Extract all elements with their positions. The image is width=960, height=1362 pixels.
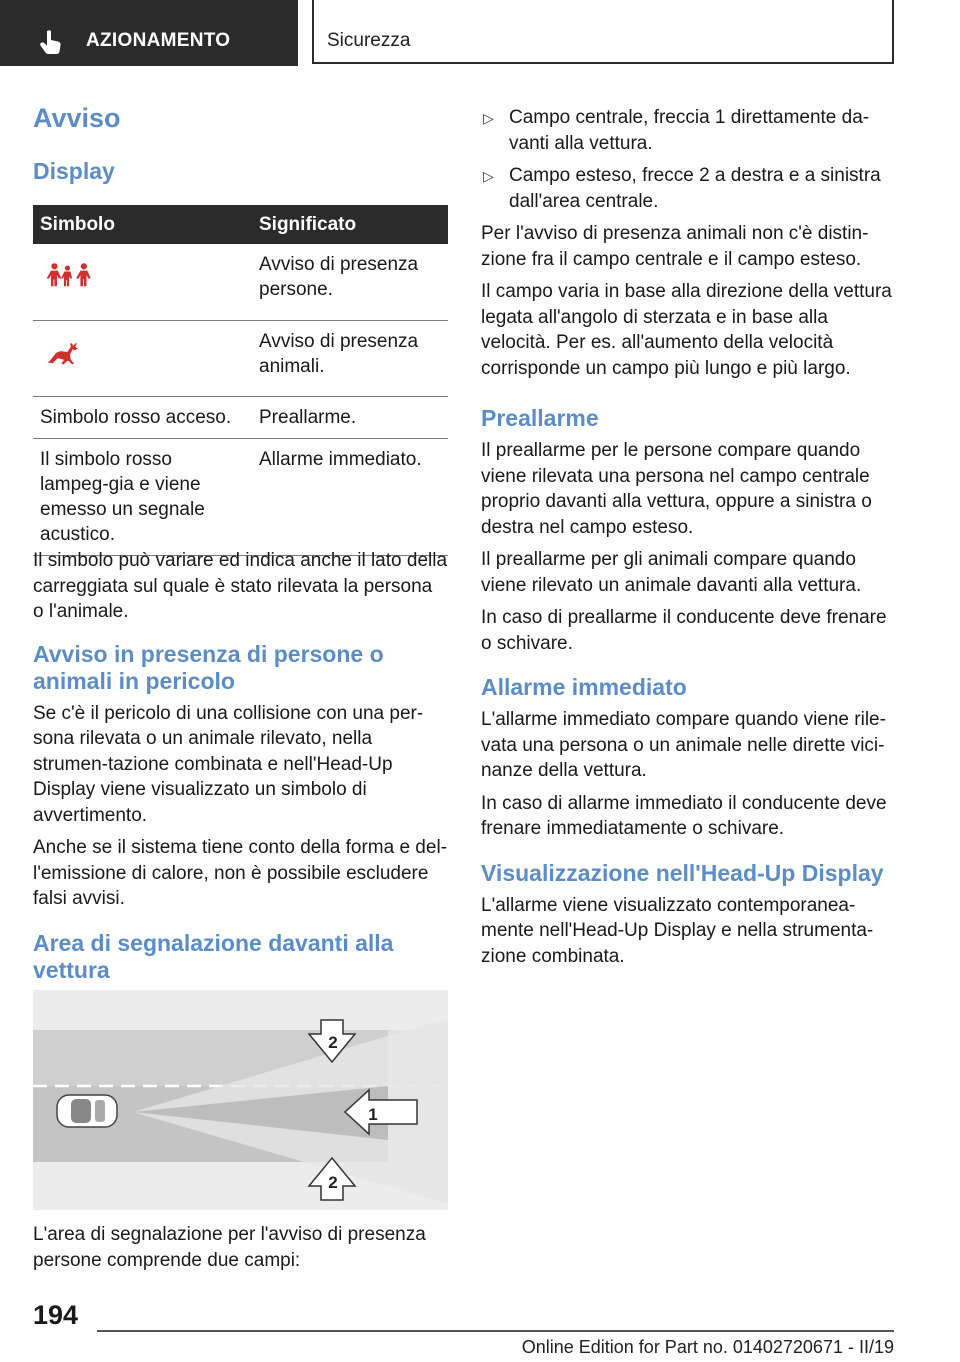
subsection-title: Display (33, 158, 115, 184)
section-tab (0, 0, 298, 66)
section-label: AZIONAMENTO (86, 30, 231, 51)
footer-divider (97, 1330, 894, 1332)
heading-prealarm: Preallarme (481, 405, 599, 431)
paragraph: Per l'avviso di presenza animali non c'è distin-zione fra il campo centrale e il campo esteso. (481, 223, 869, 270)
paragraph: Il campo varia in base alla direzione della vettura legata all'angolo di sterzata e in base alla velocità. Per es. all'aumento della velocità corrisponde un campo più lungo e più largo. (481, 281, 892, 379)
table-cell-meaning: Preallarme. (252, 396, 448, 438)
page-header (0, 0, 960, 66)
animal-warning-icon (40, 339, 100, 365)
detection-area-diagram (33, 990, 448, 1210)
paragraph: Se c'è il pericolo di una collisione con una per-sona rilevata o un animale rilevato, nella strumen-tazione combinata e nell'Head-Up Display viene visualizzato un simbolo di avvertimento. (33, 702, 424, 826)
table-header-meaning: Significato (252, 205, 448, 244)
edition-text: Online Edition for Part no. 01402720671 - II/19 (521, 1337, 894, 1357)
right-body (481, 105, 896, 969)
arrow-label: 2 (328, 1173, 338, 1192)
arrow-label: 2 (328, 1033, 338, 1052)
table-cell-meaning: Allarme immediato. (252, 438, 448, 555)
people-warning-icon (40, 262, 100, 288)
table-row (33, 438, 448, 555)
paragraph: Il preallarme per gli animali compare quando viene rilevato un animale davanti alla vettura. (481, 549, 862, 596)
chapter-box (312, 0, 894, 64)
paragraph: Anche se il sistema tiene conto della forma e del-l'emissione di calore, non è possibile escludere falsi avvisi. (33, 837, 447, 909)
page-number: 194 (33, 1300, 79, 1330)
paragraph: L'allarme immediato compare quando viene rile-vata una persona o un animale nelle dirette vici-nanze della vettura. (481, 709, 886, 781)
paragraph: Il preallarme per le persone compare quando viene rilevata una persona nel campo centrale proprio davanti alla vettura, oppure a sinistra o destra nel campo esteso. (481, 440, 872, 538)
heading-danger: Avviso in presenza di persone o animali in pericolo (33, 640, 384, 694)
table-cell-meaning: Avviso di presenza persone. (252, 244, 448, 320)
triangle-bullet-icon: ▷ (483, 168, 494, 184)
table-row (33, 396, 448, 438)
section-title: Avviso (33, 103, 121, 133)
list-item: ▷ Campo centrale, freccia 1 direttamente da-vanti alla vettura. (483, 107, 870, 154)
table-row (33, 244, 448, 320)
chapter-label: Sicurezza (327, 30, 411, 51)
heading-hud: Visualizzazione nell'Head-Up Display (481, 859, 884, 886)
symbol-table (33, 205, 448, 556)
paragraph: Il simbolo può variare ed indica anche il lato della carreggiata sul quale è stato rilevata la persona o l'animale. (33, 550, 448, 622)
table-cell-symbol: Simbolo rosso acceso. (33, 396, 252, 438)
table-cell-symbol: Il simbolo rosso lampeg-gia e viene emesso un segnale acustico. (33, 438, 252, 555)
paragraph: In caso di preallarme il conducente deve frenare o schivare. (481, 607, 887, 654)
paragraph: L'allarme viene visualizzato contemporanea-mente nell'Head-Up Display e nella strumenta-zione combinata. (481, 894, 874, 967)
heading-alarm: Allarme immediato (481, 674, 687, 700)
triangle-bullet-icon: ▷ (483, 110, 494, 126)
paragraph: L'area di segnalazione per l'avviso di presenza persone comprende due campi: (33, 1224, 426, 1271)
arrow-label: 1 (368, 1105, 378, 1124)
table-cell-meaning: Avviso di presenza animali. (252, 320, 448, 396)
table-header-symbol: Simbolo (33, 205, 252, 244)
hand-pointer-icon (38, 28, 66, 56)
paragraph: In caso di allarme immediato il conducente deve frenare immediatamente o schivare. (481, 792, 887, 839)
left-body-2 (33, 1222, 448, 1273)
table-row (33, 320, 448, 396)
list-item: ▷ Campo esteso, frecce 2 a destra e a sinistra dall'area centrale. (483, 165, 881, 212)
heading-area: Area di segnalazione davanti alla vettura (33, 929, 394, 983)
left-body (33, 548, 448, 984)
